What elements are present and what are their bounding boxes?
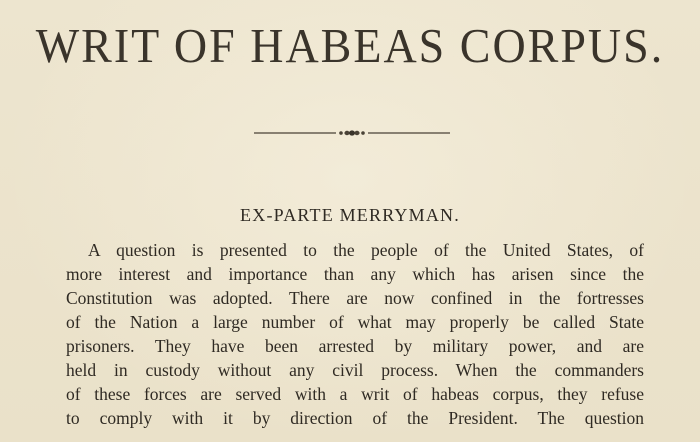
text-line: of the Nation a large number of what may properly be called State [66,312,644,332]
text-line: more interest and importance than any which has arisen since the [66,264,644,284]
ornamental-divider [252,126,452,140]
text-line: prisoners. They have been arrested by military power, and are [66,336,644,356]
section-heading: EX-PARTE MERRYMAN. [240,205,460,225]
text-line: of these forces are served with a writ of habeas corpus, they refuse [66,384,644,404]
text-line: Constitution was adopted. There are now confined in the fortresses [66,288,644,308]
body-paragraph [66,238,644,430]
text-line: to comply with it by direction of the President. The question [66,408,644,428]
text-line: A question is presented to the people of the United States, of [88,240,644,260]
text-line: held in custody without any civil process. When the commanders [66,360,644,380]
page-title: WRIT OF HABEAS CORPUS. [35,18,665,73]
